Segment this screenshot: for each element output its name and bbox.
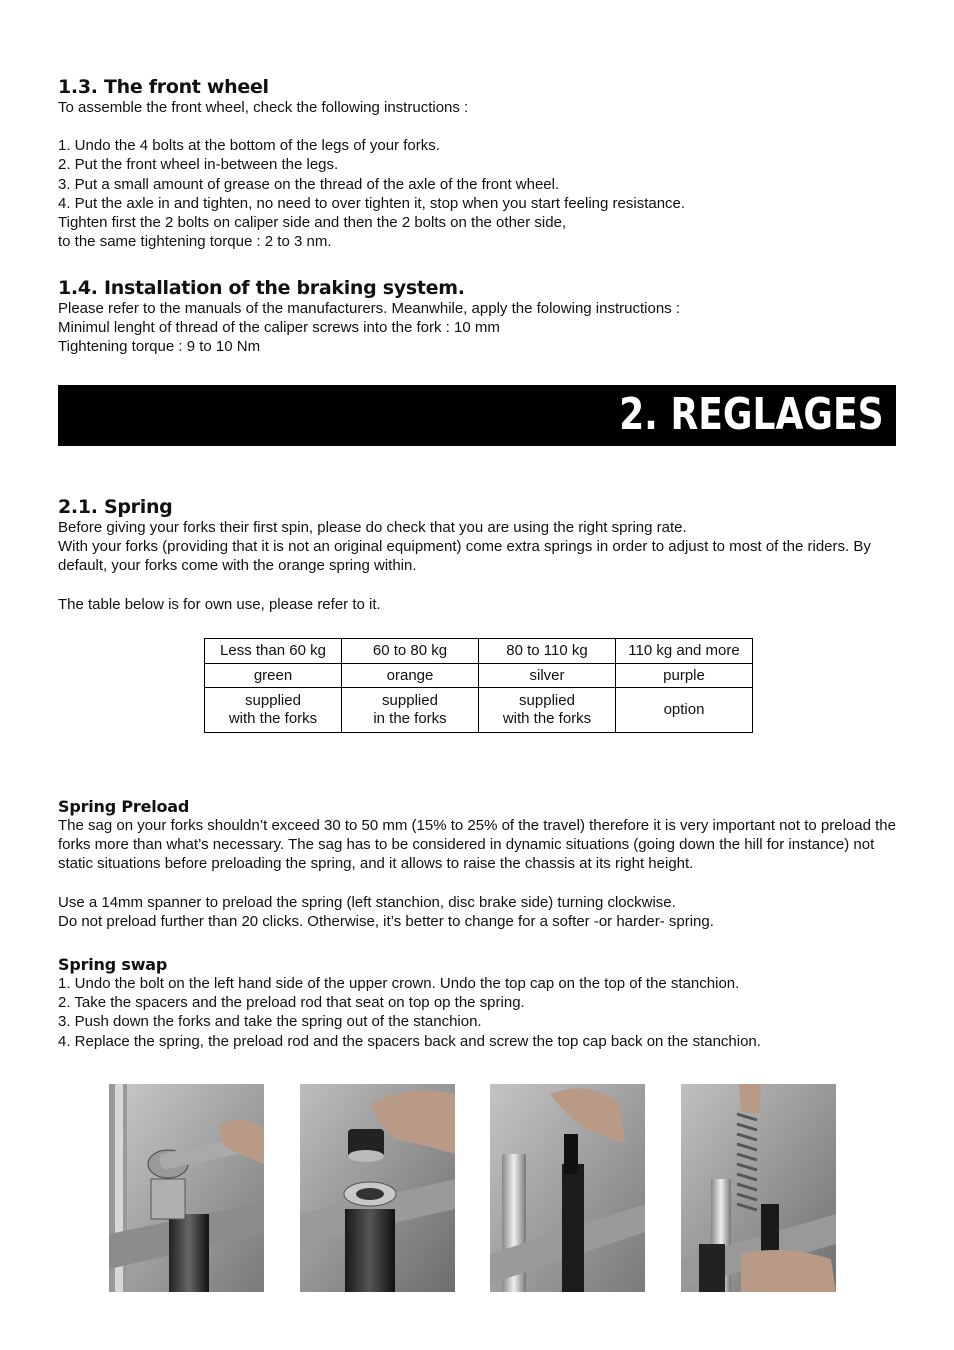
braking-line: Tightening torque : 9 to 10 Nm bbox=[58, 338, 261, 356]
front-wheel-section bbox=[58, 76, 896, 251]
spring-rate-table bbox=[204, 638, 753, 733]
chapter-title: 2. REGLAGES bbox=[619, 389, 884, 440]
availability-cell: supplied in the forks bbox=[342, 688, 479, 733]
front-wheel-intro: To assemble the front wheel, check the following instructions : bbox=[58, 99, 469, 116]
front-wheel-step: Tighten first the 2 bolts on caliper side and then the 2 bolts on the other side, bbox=[58, 214, 567, 232]
photo-top-cap-image bbox=[300, 1084, 455, 1292]
weight-cell: 80 to 110 kg bbox=[479, 639, 616, 664]
front-wheel-title: 1.3. The front wheel bbox=[58, 76, 269, 98]
weight-cell: 110 kg and more bbox=[616, 639, 753, 664]
preload-para: The sag on your forks shouldn’t exceed 30 to 50 mm (15% to 25% of the travel) therefore it is very important not to preload the forks more than what’s necessary. The sag has to be considered in dynamic situations (going down the hill for instance) not static situations before preloading the spring, and it allows to raise the chassis at its right height. bbox=[58, 817, 896, 873]
spring-title: 2.1. Spring bbox=[58, 496, 173, 518]
spring-table-note: The table below is for own use, please refer to it. bbox=[58, 595, 381, 613]
preload-section bbox=[58, 797, 896, 931]
spring-para: Before giving your forks their first spin, please do check that you are using the right spring rate. With your forks (providing that it is not an original equipment) come extra springs in order to adjust to most of the riders. By default, your forks come with the orange spring within. bbox=[58, 519, 871, 575]
table-row bbox=[205, 639, 753, 664]
color-cell: purple bbox=[616, 664, 753, 688]
swap-section bbox=[58, 955, 896, 1051]
swap-step: 4. Replace the spring, the preload rod and the spacers back and screw the top cap back on the stanchion. bbox=[58, 1032, 761, 1050]
braking-title: 1.4. Installation of the braking system. bbox=[58, 277, 465, 299]
photo-strip bbox=[0, 1084, 954, 1292]
weight-cell: Less than 60 kg bbox=[205, 639, 342, 664]
photo-preload-wrench-image bbox=[109, 1084, 264, 1292]
front-wheel-step: to the same tightening torque : 2 to 3 nm. bbox=[58, 233, 332, 251]
front-wheel-step: 2. Put the front wheel in-between the legs. bbox=[58, 156, 339, 174]
photo-preload-wrench bbox=[109, 1084, 264, 1292]
color-cell: orange bbox=[342, 664, 479, 688]
availability-cell: option bbox=[616, 688, 753, 733]
swap-title: Spring swap bbox=[58, 955, 168, 974]
swap-step: 3. Push down the forks and take the spring out of the stanchion. bbox=[58, 1013, 482, 1031]
preload-title: Spring Preload bbox=[58, 797, 190, 816]
swap-step: 2. Take the spacers and the preload rod that seat on top op the spring. bbox=[58, 994, 525, 1012]
table-row bbox=[205, 664, 753, 688]
braking-section bbox=[58, 277, 896, 357]
photo-preload-rod-image bbox=[490, 1084, 645, 1292]
availability-cell: supplied with the forks bbox=[205, 688, 342, 733]
photo-preload-rod bbox=[490, 1084, 645, 1292]
weight-cell: 60 to 80 kg bbox=[342, 639, 479, 664]
swap-step: 1. Undo the bolt on the left hand side of the upper crown. Undo the top cap on the top of the stanchion. bbox=[58, 975, 740, 992]
table-row bbox=[205, 688, 753, 733]
photo-spring-out-image bbox=[681, 1084, 836, 1292]
color-cell: silver bbox=[479, 664, 616, 688]
front-wheel-step: 1. Undo the 4 bolts at the bottom of the legs of your forks. bbox=[58, 137, 440, 155]
chapter-banner bbox=[58, 385, 896, 446]
photo-spring-out bbox=[681, 1084, 836, 1292]
color-cell: green bbox=[205, 664, 342, 688]
spring-section bbox=[58, 496, 896, 614]
front-wheel-step: 3. Put a small amount of grease on the thread of the axle of the front wheel. bbox=[58, 175, 560, 193]
photo-top-cap bbox=[300, 1084, 455, 1292]
availability-cell: supplied with the forks bbox=[479, 688, 616, 733]
front-wheel-step: 4. Put the axle in and tighten, no need to over tighten it, stop when you start feeling resistance. bbox=[58, 194, 686, 212]
braking-line: Minimul lenght of thread of the caliper screws into the fork : 10 mm bbox=[58, 319, 500, 337]
preload-para: Use a 14mm spanner to preload the spring (left stanchion, disc brake side) turning clockwise. Do not preload further than 20 clicks. Otherwise, it’s better to change for a softer -or harder- spring. bbox=[58, 893, 714, 930]
braking-line: Please refer to the manuals of the manufacturers. Meanwhile, apply the folowing instructions : bbox=[58, 300, 680, 317]
